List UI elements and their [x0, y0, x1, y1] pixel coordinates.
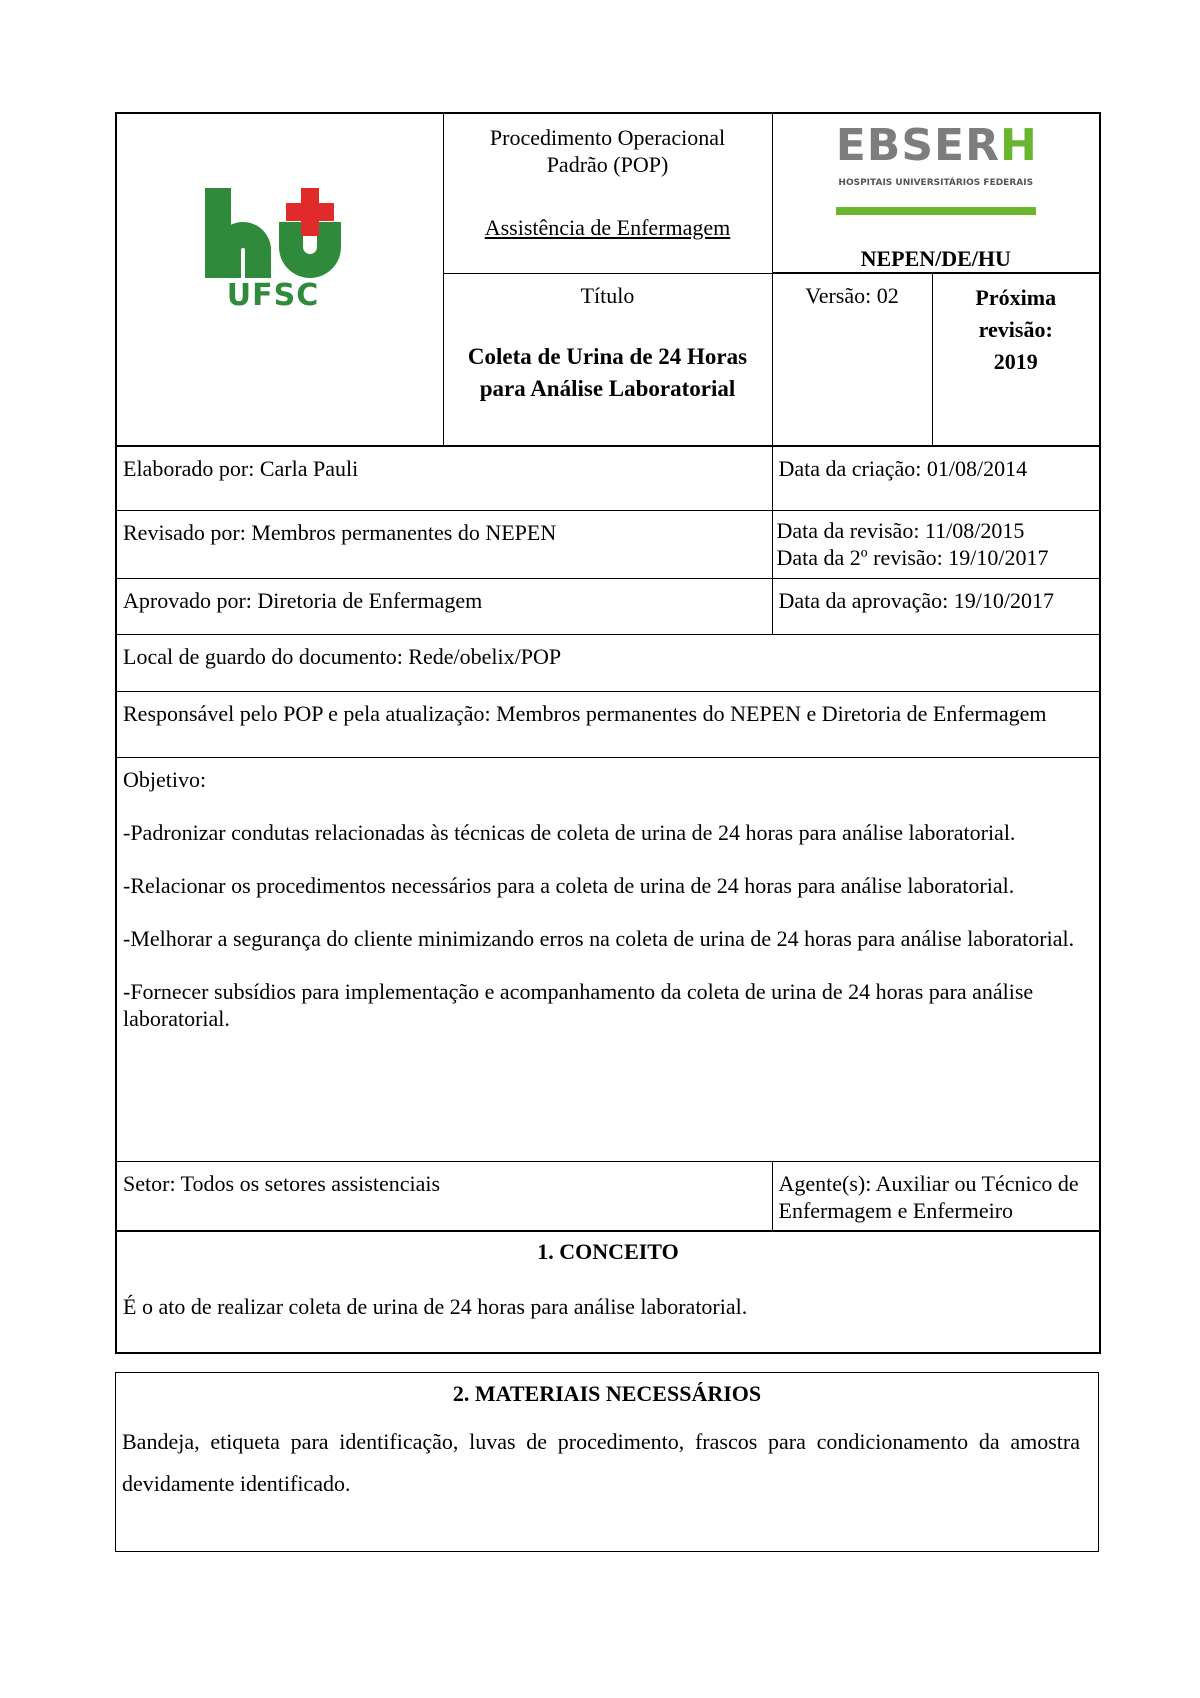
- area-title: Assistência de Enfermagem: [484, 215, 731, 240]
- objective-item: -Padronizar condutas relacionadas às técnicas de coleta de urina de 24 horas para análise laboratorial.: [123, 819, 1016, 845]
- objective-label: Objetivo:: [123, 766, 207, 792]
- ebserh-cell: [772, 113, 1100, 273]
- doc-type-line2: Padrão (POP): [546, 152, 669, 177]
- pop-info-table: [115, 446, 1101, 1354]
- document-title: Coleta de Urina de 24 Horas para Análise Laboratorial: [467, 343, 748, 401]
- storage-location: Local de guardo do documento: Rede/obelix/POP: [116, 634, 1100, 691]
- version: Versão: 02: [805, 283, 899, 308]
- section-heading: 1. CONCEITO: [537, 1238, 679, 1264]
- doc-type-line1: Procedimento Operacional: [489, 125, 726, 150]
- section-body: Bandeja, etiqueta para identificação, luvas de procedimento, frascos para condicionamento da amostra devidamente identificado.: [122, 1429, 1080, 1496]
- title-cell: [443, 273, 772, 445]
- hu-ufsc-logo: [205, 188, 355, 316]
- ebserh-logo-bar: [836, 207, 1036, 215]
- revision-dates: [772, 510, 1100, 578]
- agents: Agente(s): Auxiliar ou Técnico de Enfermagem e Enfermeiro: [772, 1161, 1100, 1231]
- section-conceito: [116, 1231, 1100, 1353]
- reviewed-by: Revisado por: Membros permanentes do NEPEN: [116, 510, 772, 578]
- revision2-date: Data da 2º revisão: 19/10/2017: [776, 544, 1049, 570]
- version-cell: [772, 273, 932, 445]
- objective-item: -Relacionar os procedimentos necessários para a coleta de urina de 24 horas para análise laboratorial.: [123, 872, 1015, 898]
- department: NEPEN/DE/HU: [860, 246, 1011, 271]
- doc-type-cell: [443, 113, 772, 273]
- prepared-by: Elaborado por: Carla Pauli: [116, 446, 772, 510]
- ufsc-logo-text: UFSC: [226, 278, 320, 313]
- sector: Setor: Todos os setores assistenciais: [116, 1161, 772, 1231]
- section-materiais: [115, 1372, 1099, 1552]
- next-revision-label: Próxima revisão:: [975, 285, 1057, 342]
- objective-item: -Melhorar a segurança do cliente minimizando erros na coleta de urina de 24 horas para análise laboratorial.: [123, 925, 1075, 951]
- approved-by: Aprovado por: Diretoria de Enfermagem: [116, 578, 772, 634]
- ebserh-logo-subtitle: HOSPITAIS UNIVERSITÁRIOS FEDERAIS: [838, 178, 1034, 188]
- title-label: Título: [580, 282, 635, 308]
- responsible: Responsável pelo POP e pela atualização: Membros permanentes do NEPEN e Diretoria de Enfermagem: [116, 691, 1100, 757]
- section-body: É o ato de realizar coleta de urina de 24 horas para análise laboratorial.: [123, 1293, 748, 1319]
- objective-item: -Fornecer subsídios para implementação e acompanhamento da coleta de urina de 24 horas para análise laboratorial.: [123, 978, 1034, 1031]
- next-revision-year: 2019: [993, 349, 1038, 374]
- section-heading: 2. MATERIAIS NECESSÁRIOS: [452, 1381, 762, 1406]
- approval-date: Data da aprovação: 19/10/2017: [772, 578, 1100, 634]
- ebserh-logo-text: EBSERH: [835, 120, 1038, 171]
- revision-date: Data da revisão: 11/08/2015: [776, 517, 1025, 543]
- objectives-cell: [116, 757, 1100, 1161]
- pop-header-table: [115, 112, 1101, 446]
- hu-ufsc-logo-cell: [116, 113, 443, 445]
- document-page: [115, 112, 1099, 1354]
- creation-date: Data da criação: 01/08/2014: [772, 446, 1100, 510]
- next-revision-cell: [932, 273, 1100, 445]
- ebserh-logo: [835, 120, 1038, 215]
